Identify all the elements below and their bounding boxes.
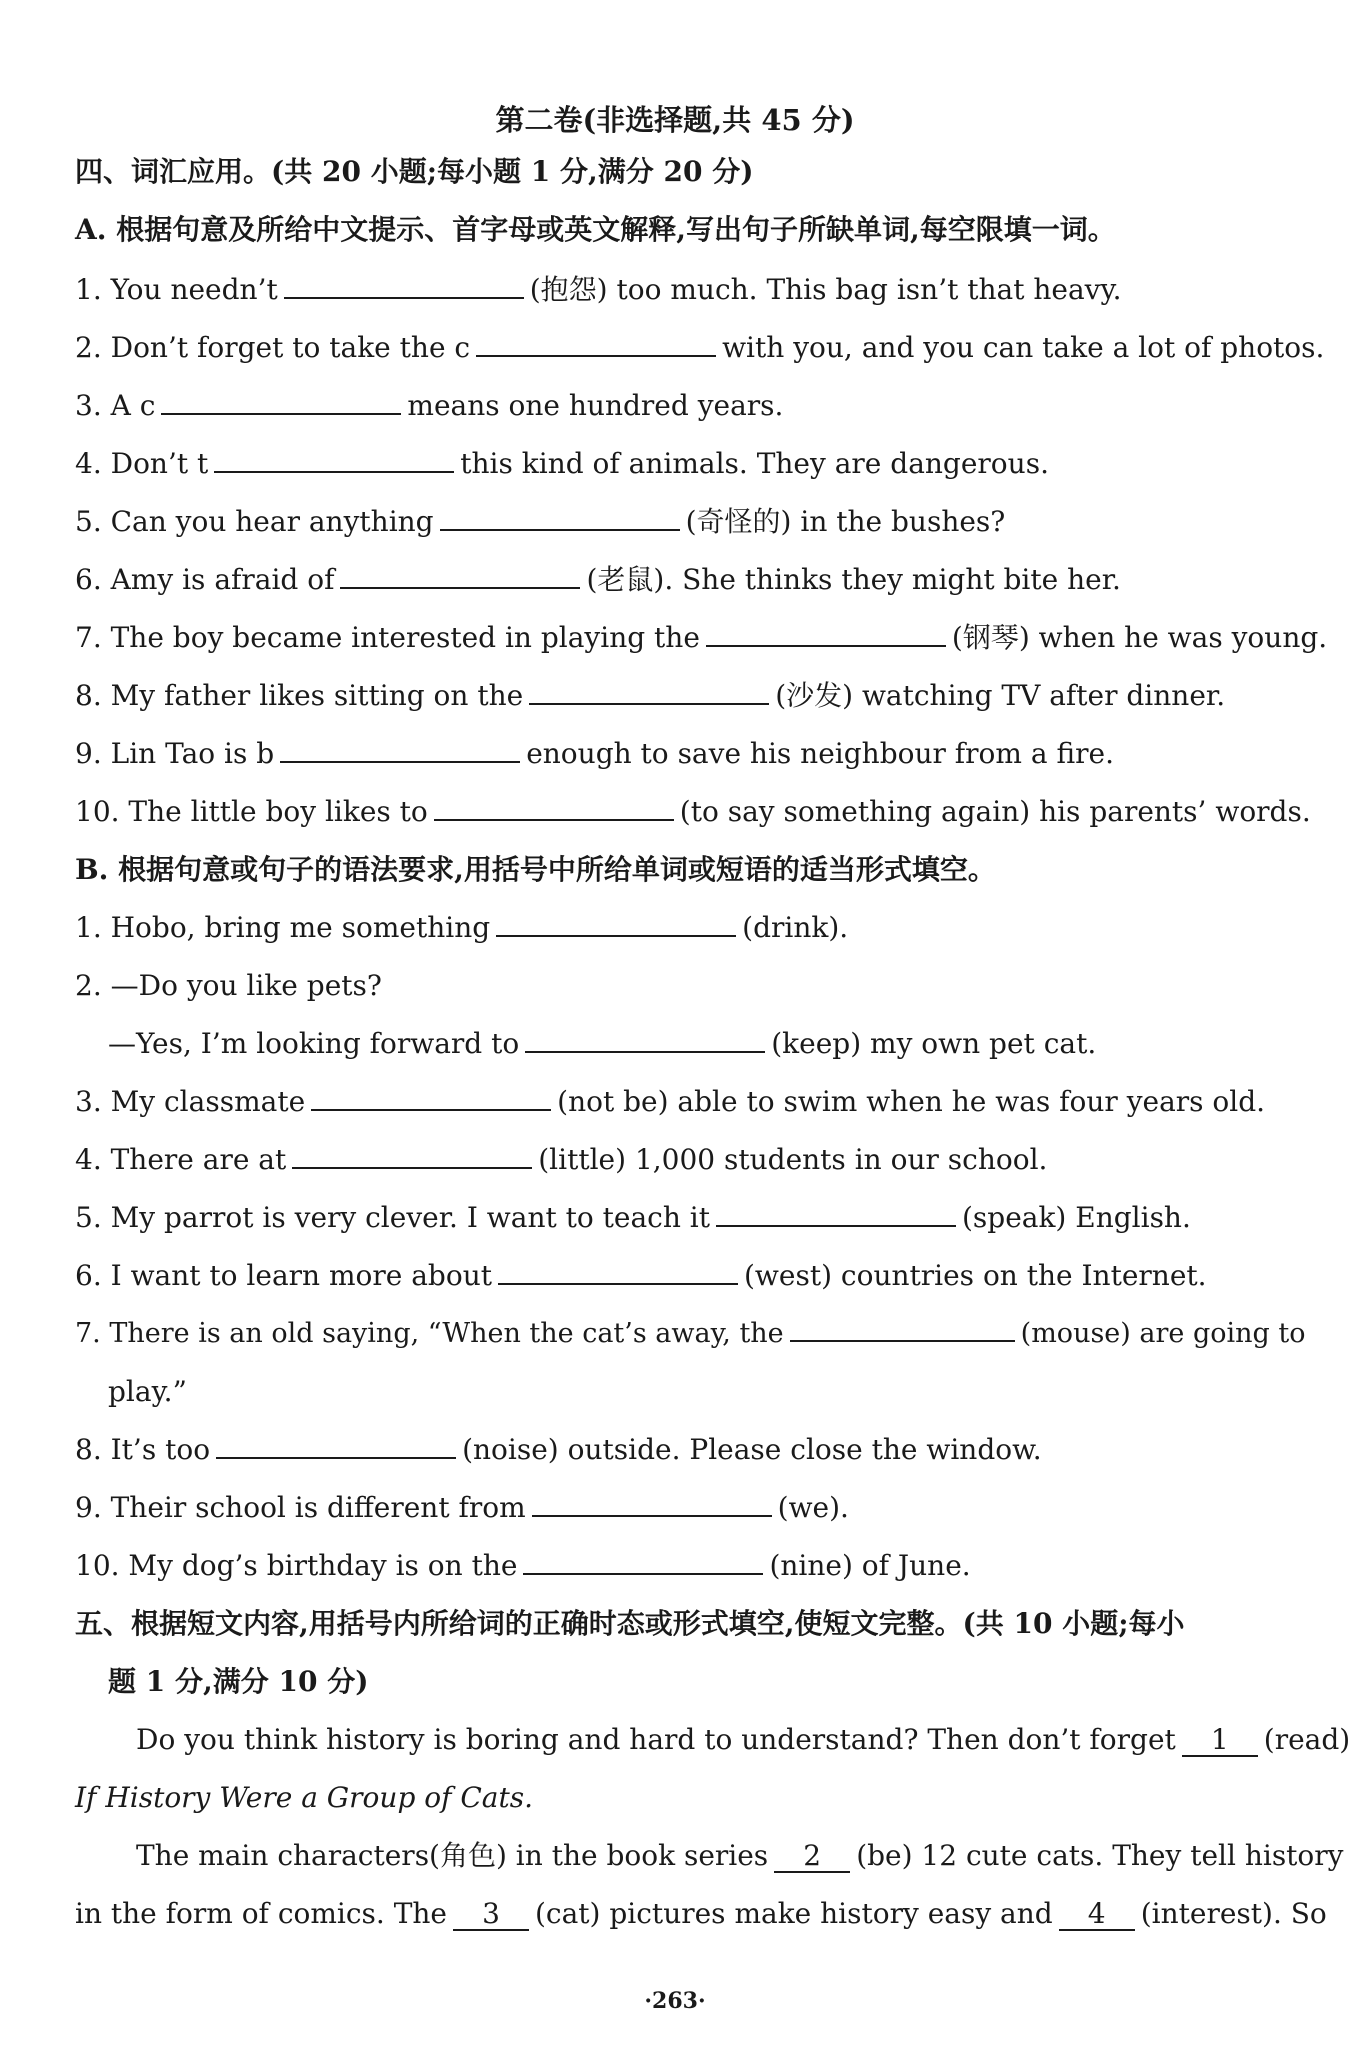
answer-blank[interactable] [476,329,716,357]
answer-blank[interactable] [498,1257,738,1285]
answer-blank[interactable] [434,793,674,821]
answer-blank[interactable] [280,735,520,763]
page-number: ·263· [644,1988,706,2014]
a-item-10: 10. The little boy likes to (to say something again) his parents’ words. [75,795,1311,828]
a-item-9: 9. Lin Tao is b enough to save his neighbour from a fire. [75,737,1114,770]
b-item-6: 6. I want to learn more about (west) countries on the Internet. [75,1259,1207,1292]
numbered-blank[interactable]: 2 [774,1841,850,1873]
answer-blank[interactable] [532,1489,772,1517]
b-item-7-continued: play.” [108,1375,187,1408]
page-title: 第二卷(非选择题,共 45 分) [495,103,855,137]
answer-blank[interactable] [440,503,680,531]
answer-blank[interactable] [496,909,736,937]
answer-blank[interactable] [292,1141,532,1169]
answer-blank[interactable] [706,619,946,647]
b-item-4: 4. There are at (little) 1,000 students in our school. [75,1143,1048,1176]
answer-blank[interactable] [523,1547,763,1575]
answer-blank[interactable] [525,1025,765,1053]
section5-header-continued: 题 1 分,满分 10 分) [108,1665,369,1698]
answer-blank[interactable] [161,387,401,415]
b-item-10: 10. My dog’s birthday is on the (nine) of June. [75,1549,971,1582]
numbered-blank[interactable]: 1 [1182,1725,1258,1757]
b-item-2-answer: —Yes, I’m looking forward to (keep) my own pet cat. [108,1027,1097,1060]
answer-blank[interactable] [340,561,580,589]
partB-instruction: B. 根据句意或句子的语法要求,用括号中所给单词或短语的适当形式填空。 [75,853,996,886]
passage-line-2: The main characters(角色) in the book series 2 (be) 12 cute cats. They tell history [136,1839,1344,1872]
a-item-8: 8. My father likes sitting on the (沙发) watching TV after dinner. [75,679,1226,712]
a-item-2: 2. Don’t forget to take the c with you, and you can take a lot of photos. [75,331,1325,364]
passage-line-1: Do you think history is boring and hard to understand? Then don’t forget 1 (read) [136,1723,1350,1756]
a-item-3: 3. A c means one hundred years. [75,389,784,422]
a-item-7: 7. The boy became interested in playing the (钢琴) when he was young. [75,621,1328,654]
passage-line-3: in the form of comics. The 3 (cat) pictures make history easy and 4 (interest). So [75,1897,1327,1930]
b-item-7: 7. There is an old saying, “When the cat’s away, the (mouse) are going to [75,1314,1306,1354]
answer-blank[interactable] [716,1199,956,1227]
numbered-blank[interactable]: 4 [1059,1899,1135,1931]
answer-blank[interactable] [311,1083,551,1111]
book-title: If History Were a Group of Cats. [75,1781,534,1814]
b-item-5: 5. My parrot is very clever. I want to teach it (speak) English. [75,1201,1191,1234]
answer-blank[interactable] [529,677,769,705]
b-item-2-question: 2. —Do you like pets? [75,969,382,1002]
b-item-1: 1. Hobo, bring me something (drink). [75,911,849,944]
section4-header: 四、词汇应用。(共 20 小题;每小题 1 分,满分 20 分) [75,155,754,188]
numbered-blank[interactable]: 3 [453,1899,529,1931]
section5-header: 五、根据短文内容,用括号内所给词的正确时态或形式填空,使短文完整。(共 10 小题;每小 [75,1607,1185,1640]
a-item-4: 4. Don’t t this kind of animals. They are dangerous. [75,447,1049,480]
partA-instruction: A. 根据句意及所给中文提示、首字母或英文解释,写出句子所缺单词,每空限填一词。 [75,213,1116,246]
a-item-1: 1. You needn’t (抱怨) too much. This bag isn’t that heavy. [75,273,1122,306]
answer-blank[interactable] [216,1431,456,1459]
answer-blank[interactable] [790,1314,1015,1342]
b-item-8: 8. It’s too (noise) outside. Please close the window. [75,1433,1042,1466]
answer-blank[interactable] [214,445,454,473]
b-item-3: 3. My classmate (not be) able to swim when he was four years old. [75,1085,1266,1118]
a-item-5: 5. Can you hear anything (奇怪的) in the bushes? [75,505,1006,538]
b-item-9: 9. Their school is different from (we). [75,1491,849,1524]
a-item-6: 6. Amy is afraid of (老鼠). She thinks they might bite her. [75,563,1121,596]
answer-blank[interactable] [284,271,524,299]
